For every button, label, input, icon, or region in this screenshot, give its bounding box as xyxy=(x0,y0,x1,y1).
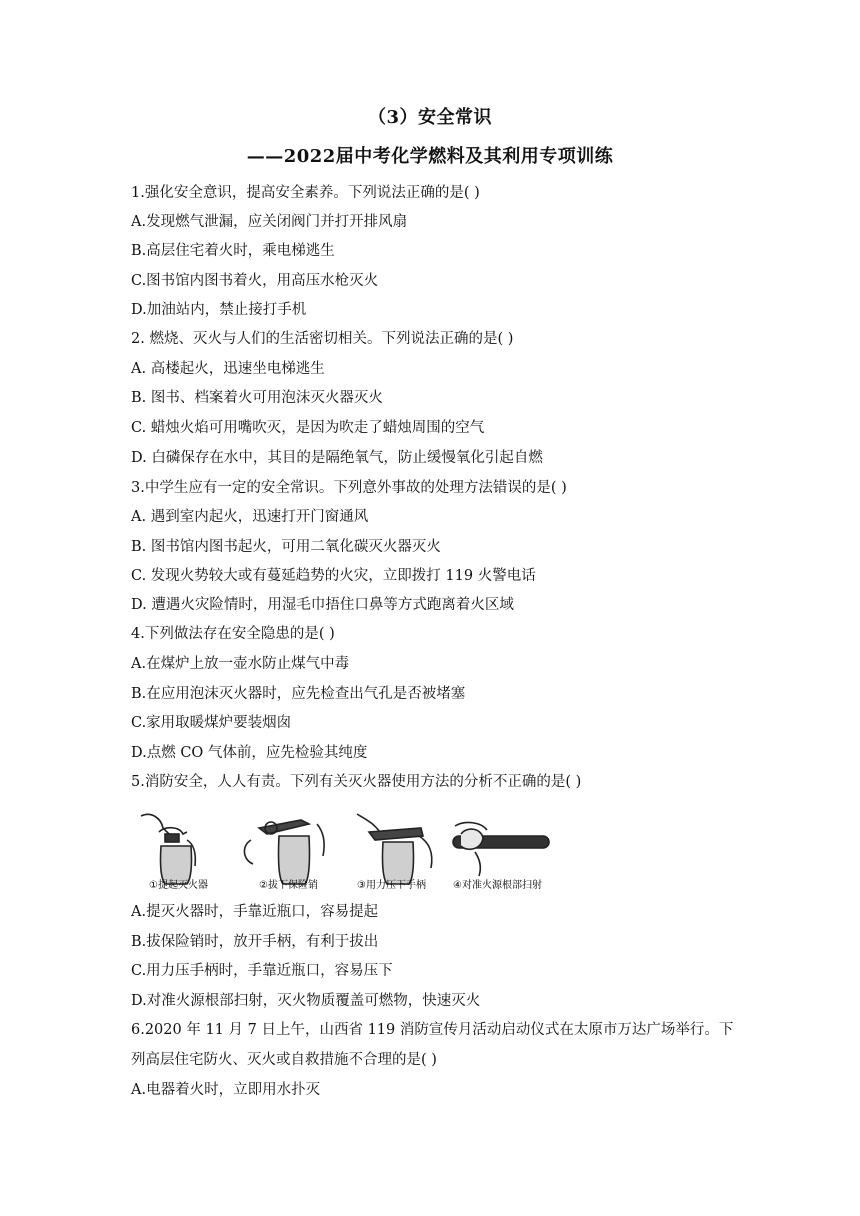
question-4-option-d: D.点燃 CO 气体前，应先检验其纯度 xyxy=(131,745,368,761)
question-5-option-b: B.拔保险销时，放开手柄，有利于拔出 xyxy=(131,934,379,950)
question-4-option-b: B.在应用泡沫灭火器时，应先检查出气孔是否被堵塞 xyxy=(131,686,466,702)
question-6-stem-line-2: 列高层住宅防火、灭火或自救措施不合理的是( ) xyxy=(131,1052,437,1068)
extinguisher-steps-figure xyxy=(131,806,571,892)
question-2-option-d: D. 白磷保存在水中，其目的是隔绝氧气，防止缓慢氧化引起自燃 xyxy=(131,450,543,466)
question-2-option-c: C. 蜡烛火焰可用嘴吹灭，是因为吹走了蜡烛周围的空气 xyxy=(131,420,485,436)
question-5-option-d: D.对准火源根部扫射，灭火物质覆盖可燃物，快速灭火 xyxy=(131,993,481,1009)
step-1-caption: ①提起灭火器 xyxy=(149,880,208,891)
step-4-illustration xyxy=(453,823,549,876)
step-3-illustration xyxy=(357,814,432,884)
question-4-option-a: A.在煤炉上放一壶水防止煤气中毒 xyxy=(131,656,350,672)
question-4-option-c: C.家用取暖煤炉要装烟囱 xyxy=(131,715,292,731)
step-4-caption: ④对准火源根部扫射 xyxy=(453,880,542,891)
question-6-option-a: A.电器着火时，立即用水扑灭 xyxy=(131,1082,321,1098)
step-2-caption: ②拔下保险销 xyxy=(259,880,318,891)
step-2-illustration xyxy=(244,820,324,884)
question-1-option-b: B.高层住宅着火时，乘电梯逃生 xyxy=(131,243,335,259)
question-1-option-c: C.图书馆内图书着火，用高压水枪灭火 xyxy=(131,273,379,289)
question-4-stem: 4.下列做法存在安全隐患的是( ) xyxy=(131,626,335,642)
question-1-option-d: D.加油站内，禁止接打手机 xyxy=(131,302,307,318)
question-3-option-b: B. 图书馆内图书起火，可用二氧化碳灭火器灭火 xyxy=(131,539,441,555)
question-2-stem: 2. 燃烧、灭火与人们的生活密切相关。下列说法正确的是( ) xyxy=(131,331,514,347)
question-2-option-a: A. 高楼起火，迅速坐电梯逃生 xyxy=(131,361,325,377)
question-6-stem-line-1: 6.2020 年 11 月 7 日上午，山西省 119 消防宣传月活动启动仪式在太原市万达广场举行。下 xyxy=(131,1022,734,1038)
question-1-option-a: A.发现燃气泄漏，应关闭阀门并打开排风扇 xyxy=(131,214,408,230)
question-3-option-a: A. 遇到室内起火，迅速打开门窗通风 xyxy=(131,509,369,525)
question-1-stem: 1.强化安全意识，提高安全素养。下列说法正确的是( ) xyxy=(131,185,480,201)
question-5-option-a: A.提灭火器时，手靠近瓶口，容易提起 xyxy=(131,904,379,920)
step-3-caption: ③用力压下手柄 xyxy=(357,880,426,891)
question-2-option-b: B. 图书、档案着火可用泡沫灭火器灭火 xyxy=(131,390,383,406)
question-3-option-c: C. 发现火势较大或有蔓延趋势的火灾，立即拨打 119 火警电话 xyxy=(131,568,536,584)
question-5-option-c: C.用力压手柄时，手靠近瓶口，容易压下 xyxy=(131,963,393,979)
page-subtitle: ——2022届中考化学燃料及其利用专项训练 xyxy=(246,146,614,167)
question-5-stem: 5.消防安全，人人有责。下列有关灭火器使用方法的分析不正确的是( ) xyxy=(131,774,582,790)
page-title: （3）安全常识 xyxy=(367,107,493,128)
question-3-option-d: D. 遭遇火灾险情时，用湿毛巾捂住口鼻等方式跑离着火区域 xyxy=(131,597,514,613)
step-1-illustration xyxy=(141,814,195,884)
question-3-stem: 3.中学生应有一定的安全常识。下列意外事故的处理方法错误的是( ) xyxy=(131,480,567,496)
